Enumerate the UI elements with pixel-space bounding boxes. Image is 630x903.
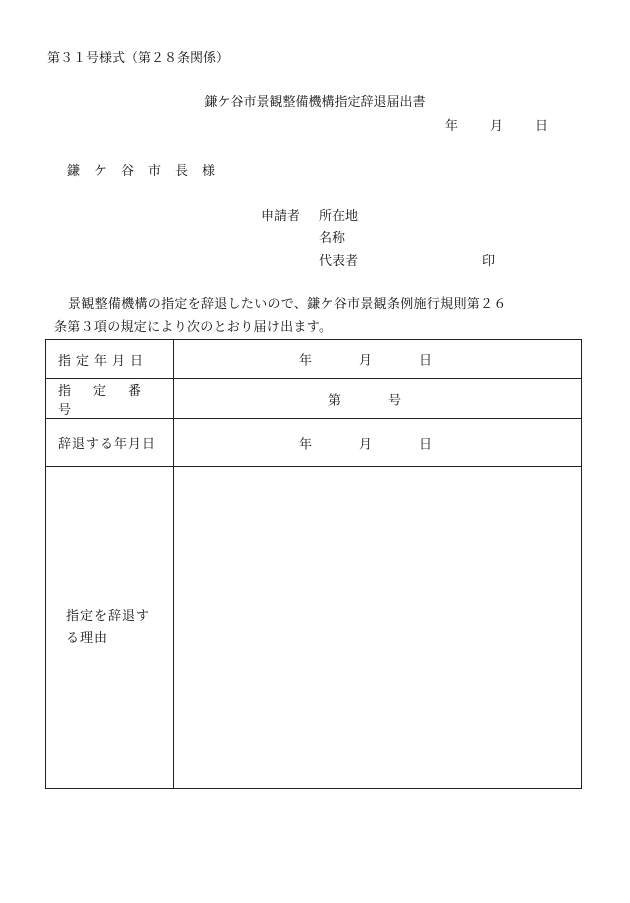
designation-number-value[interactable] <box>174 379 582 419</box>
table-row-designation-date <box>46 340 582 379</box>
designation-year-unit: 年 <box>299 353 313 369</box>
applicant-name-label: 名称 <box>319 231 346 246</box>
applicant-address-label: 所在地 <box>319 209 359 224</box>
table-row-reason <box>46 467 582 789</box>
header-date-day: 日 <box>535 119 549 134</box>
reason-label <box>46 467 174 789</box>
seal-mark: 印 <box>482 254 496 269</box>
info-table <box>45 339 582 789</box>
table-row-designation-number <box>46 379 582 419</box>
header-date-year: 年 <box>445 119 459 134</box>
designation-number-label: 指定番号 <box>46 379 174 419</box>
table-row-withdrawal-date <box>46 419 582 467</box>
applicant-representative-label: 代表者 <box>319 254 359 269</box>
header-date-month: 月 <box>490 119 504 134</box>
withdrawal-month-unit: 月 <box>359 437 373 452</box>
withdrawal-year-unit: 年 <box>299 437 313 452</box>
withdrawal-date-label: 辞退する年月日 <box>46 419 174 467</box>
designation-month-unit: 月 <box>359 353 373 369</box>
body-text-line-2: 条第３項の規定により次のとおり届け出ます。 <box>54 320 333 335</box>
withdrawal-day-unit: 日 <box>419 437 433 452</box>
designation-number-prefix: 第 <box>328 393 342 408</box>
reason-value[interactable] <box>174 467 582 789</box>
document-title: 鎌ケ谷市景観整備機構指定辞退届出書 <box>204 95 426 110</box>
reason-label-text: 指定を辞退する理由 <box>66 608 151 646</box>
form-number-label: 第３１号様式（第２８条関係） <box>47 51 230 66</box>
designation-number-suffix: 号 <box>388 393 402 408</box>
addressee: 鎌ケ谷市長様 <box>67 164 230 179</box>
applicant-label: 申請者 <box>261 209 301 224</box>
withdrawal-date-value[interactable] <box>174 419 582 467</box>
designation-date-value[interactable] <box>174 340 582 379</box>
designation-day-unit: 日 <box>419 353 433 369</box>
body-text-line-1: 景観整備機構の指定を辞退したいので、鎌ケ谷市景観条例施行規則第２６ <box>68 297 507 312</box>
designation-date-label: 指定年月日 <box>46 340 174 379</box>
